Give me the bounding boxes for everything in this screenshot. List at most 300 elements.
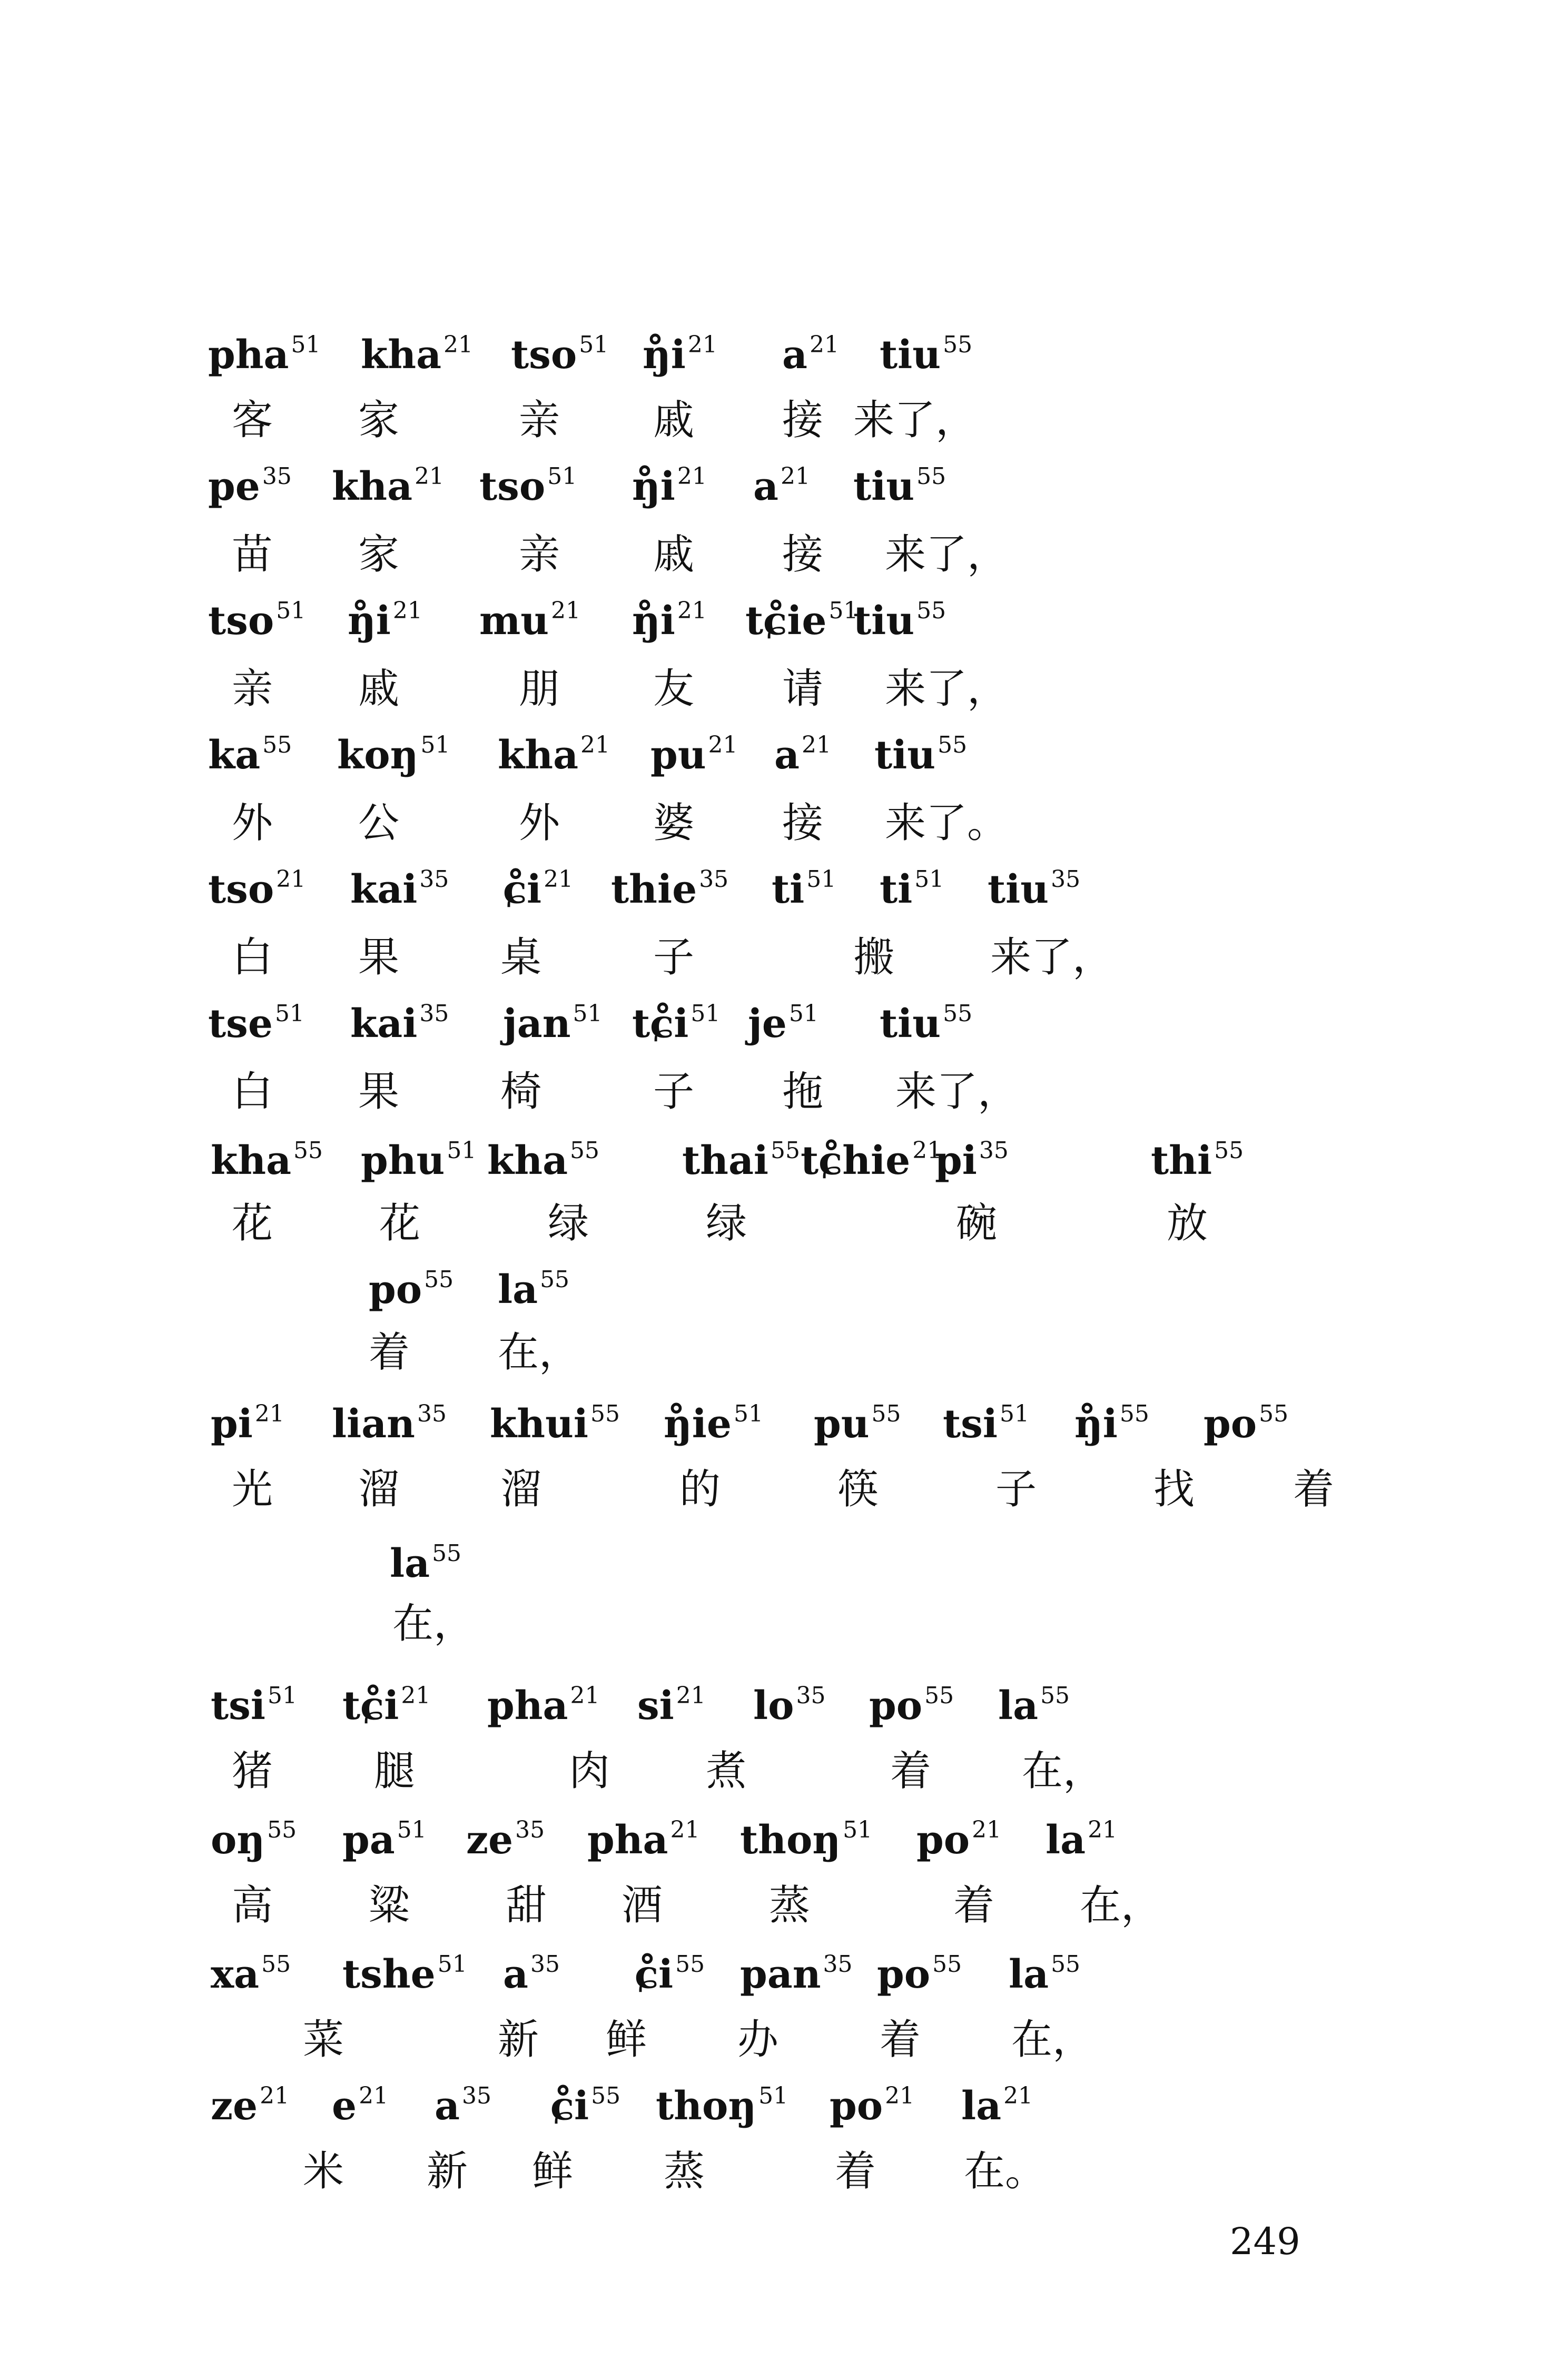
romanized-syllable [435, 2072, 491, 2130]
tone-number: 55 [293, 1137, 323, 1164]
syllable-text: tse [208, 1001, 273, 1046]
romanized-syllable [877, 1941, 962, 1998]
tone-number: 51 [758, 2082, 788, 2109]
tone-number: 21 [580, 732, 610, 758]
chinese-word: 着 [369, 1329, 410, 1376]
chinese-word: 猪 [232, 1747, 273, 1795]
romanized-syllable [348, 587, 422, 645]
syllable-text: kai [350, 1001, 418, 1046]
tone-number: 21 [677, 597, 707, 624]
tone-number: 55 [590, 1400, 620, 1427]
syllable-text: khui [490, 1401, 588, 1447]
syllable-text: ŋ̊i [643, 332, 686, 378]
chinese-word: 高 [232, 1882, 273, 1929]
tone-number: 55 [1119, 1400, 1149, 1427]
tone-number: 51 [397, 1816, 427, 1843]
chinese-word: 煮 [706, 1747, 747, 1795]
chinese-word: 米 [303, 2148, 344, 2195]
romanized-syllable [880, 321, 972, 379]
tone-number: 51 [420, 732, 450, 758]
chinese-word: 婆 [653, 799, 695, 847]
chinese-gloss-line [0, 2014, 1568, 2078]
chinese-word: 外 [519, 799, 560, 847]
romanized-syllable [916, 1806, 1001, 1864]
tone-number: 35 [530, 1951, 560, 1978]
tone-number: 55 [932, 1951, 962, 1978]
romanized-syllable [961, 2072, 1033, 2130]
romanized-syllable [466, 1806, 545, 1864]
tone-number: 55 [591, 2082, 621, 2109]
chinese-word: 来了， [895, 1068, 1019, 1115]
tone-number: 21 [551, 597, 581, 624]
romanized-line [0, 1127, 1568, 1190]
syllable-text: a [753, 464, 778, 509]
chinese-word: 戚 [358, 665, 400, 713]
syllable-text: a [774, 733, 800, 778]
romanized-syllable [342, 1941, 467, 1998]
chinese-word: 接 [782, 397, 824, 444]
romanized-syllable [853, 587, 946, 645]
tone-number: 21 [443, 331, 474, 358]
romanized-syllable [1009, 1941, 1080, 1998]
romanized-line [0, 856, 1568, 919]
romanized-syllable [479, 587, 580, 645]
syllable-text: pu [814, 1401, 870, 1447]
syllable-text: ka [208, 733, 261, 778]
syllable-text: la [1046, 1818, 1086, 1863]
chinese-word: 腿 [374, 1747, 416, 1795]
chinese-word: 着 [1293, 1466, 1335, 1513]
chinese-word: 亲 [519, 397, 560, 444]
chinese-word: 来了， [885, 531, 1009, 578]
romanized-syllable [332, 2072, 388, 2130]
romanized-syllable [682, 1127, 800, 1184]
chinese-word: 来了， [990, 934, 1114, 981]
chinese-word: 在， [1080, 1882, 1162, 1929]
chinese-word: 在， [392, 1600, 475, 1647]
syllable-text: tso [479, 464, 546, 509]
tone-number: 55 [916, 597, 946, 624]
tone-number: 55 [1051, 1951, 1081, 1978]
tone-number: 55 [675, 1951, 705, 1978]
tone-number: 51 [437, 1951, 467, 1978]
chinese-gloss-line [0, 395, 1568, 458]
tone-number: 51 [274, 1000, 304, 1027]
syllable-text: tiu [853, 464, 915, 509]
syllable-text: kai [350, 867, 418, 912]
romanized-syllable [490, 1390, 620, 1448]
tone-number: 55 [943, 1000, 973, 1027]
romanized-syllable [498, 722, 610, 779]
syllable-text: pha [208, 332, 289, 378]
romanized-syllable [211, 1806, 297, 1864]
chinese-word: 请 [782, 665, 824, 713]
chinese-gloss-line [0, 529, 1568, 592]
syllable-text: kha [487, 1138, 568, 1183]
romanized-syllable [332, 453, 444, 510]
syllable-text: pha [487, 1683, 568, 1729]
tone-number: 55 [262, 732, 292, 758]
chinese-word: 在， [1022, 1747, 1104, 1795]
tone-number: 21 [972, 1816, 1002, 1843]
romanized-line [0, 321, 1568, 384]
romanized-syllable [611, 856, 728, 913]
chinese-word: 花 [379, 1200, 421, 1247]
romanized-line [0, 1672, 1568, 1735]
romanized-syllable [511, 321, 608, 379]
chinese-word: 酒 [622, 1882, 663, 1929]
romanized-syllable [498, 1256, 569, 1314]
chinese-word: 在， [1011, 2016, 1094, 2063]
tone-number: 51 [843, 1816, 873, 1843]
chinese-word: 来了， [885, 665, 1009, 713]
tone-number: 55 [432, 1540, 462, 1567]
chinese-word: 放 [1167, 1200, 1208, 1247]
chinese-word: 绿 [706, 1200, 747, 1247]
syllable-text: la [998, 1683, 1039, 1729]
chinese-word: 碗 [956, 1200, 998, 1247]
chinese-word: 果 [358, 1068, 400, 1115]
syllable-text: pe [208, 464, 260, 509]
romanized-syllable [211, 1127, 323, 1184]
tone-number: 21 [676, 1682, 706, 1709]
romanized-syllable [487, 1127, 599, 1184]
syllable-text: jan [503, 1001, 571, 1046]
syllable-text: tiu [853, 598, 915, 644]
chinese-word: 苗 [232, 531, 273, 578]
tone-number: 21 [570, 1682, 600, 1709]
chinese-word: 找 [1153, 1466, 1195, 1513]
tone-number: 51 [447, 1137, 477, 1164]
romanized-syllable [337, 722, 450, 779]
romanized-line [0, 587, 1568, 650]
syllable-text: po [1204, 1401, 1257, 1447]
tone-number: 51 [829, 597, 859, 624]
tone-number: 35 [979, 1137, 1009, 1164]
romanized-syllable [643, 321, 717, 379]
chinese-gloss-line [0, 1198, 1568, 1261]
tone-number: 51 [914, 866, 944, 893]
syllable-text: po [830, 2083, 883, 2129]
romanized-syllable [211, 1672, 297, 1730]
syllable-text: oŋ [211, 1818, 265, 1863]
romanized-syllable [740, 1806, 872, 1864]
chinese-word: 溜 [358, 1466, 400, 1513]
romanized-line [0, 722, 1568, 785]
tone-number: 51 [788, 1000, 818, 1027]
tone-number: 21 [401, 1682, 431, 1709]
romanized-syllable [745, 587, 858, 645]
tone-number: 55 [1040, 1682, 1070, 1709]
syllable-text: a [435, 2083, 460, 2129]
chinese-word: 办 [737, 2016, 779, 2063]
chinese-word: 肉 [569, 1747, 610, 1795]
tone-number: 21 [359, 2082, 389, 2109]
syllable-text: thoŋ [656, 2083, 757, 2129]
tone-number: 21 [254, 1400, 284, 1427]
romanized-syllable [208, 587, 305, 645]
syllable-text: ŋ̊i [632, 598, 675, 644]
tone-number: 35 [1051, 866, 1081, 893]
page-number: 249 [1230, 2220, 1300, 2263]
tone-number: 55 [1214, 1137, 1244, 1164]
tone-number: 21 [276, 866, 306, 893]
romanized-line [0, 1256, 1568, 1319]
chinese-word: 家 [358, 397, 400, 444]
romanized-syllable [650, 722, 738, 779]
romanized-syllable [361, 321, 473, 379]
syllable-text: lo [753, 1683, 794, 1729]
chinese-word: 鲜 [532, 2148, 574, 2195]
tone-number: 21 [780, 463, 810, 490]
romanized-syllable [988, 856, 1080, 913]
chinese-word: 粱 [369, 1882, 410, 1929]
tone-number: 21 [1003, 2082, 1033, 2109]
tone-number: 21 [415, 463, 445, 490]
romanized-syllable [550, 2072, 620, 2130]
syllable-text: thie [611, 867, 697, 912]
romanized-syllable [880, 856, 944, 913]
tone-number: 51 [547, 463, 577, 490]
romanized-syllable [880, 990, 972, 1048]
chinese-word: 菜 [303, 2016, 344, 2063]
romanized-line [0, 1806, 1568, 1870]
syllable-text: tɕ̊i [632, 1001, 689, 1046]
chinese-word: 蒸 [769, 1882, 811, 1929]
chinese-word: 果 [358, 934, 400, 981]
syllable-text: ze [466, 1818, 514, 1863]
syllable-text: tɕ̊ie [745, 598, 827, 644]
chinese-word: 子 [653, 1068, 695, 1115]
tone-number: 35 [823, 1951, 853, 1978]
romanized-syllable [632, 587, 707, 645]
tone-number: 51 [579, 331, 609, 358]
chinese-gloss-line [0, 1746, 1568, 1809]
tone-number: 35 [419, 1000, 449, 1027]
romanized-line [0, 1390, 1568, 1454]
tone-number: 21 [708, 732, 738, 758]
tone-number: 55 [924, 1682, 954, 1709]
syllable-text: po [877, 1952, 931, 1997]
romanized-syllable [503, 856, 573, 913]
syllable-text: tiu [988, 867, 1049, 912]
tone-number: 55 [938, 732, 968, 758]
tone-number: 21 [677, 463, 707, 490]
syllable-text: kha [498, 733, 579, 778]
romanized-syllable [782, 321, 839, 379]
romanized-line [0, 1530, 1568, 1593]
syllable-text: tsi [211, 1683, 265, 1729]
romanized-syllable [943, 1390, 1029, 1448]
syllable-text: thi [1151, 1138, 1212, 1183]
romanized-syllable [1074, 1390, 1149, 1448]
romanized-syllable [208, 722, 292, 779]
romanized-syllable [753, 1672, 825, 1730]
romanized-syllable [503, 990, 603, 1048]
chinese-gloss-line [0, 1598, 1568, 1662]
tone-number: 55 [570, 1137, 600, 1164]
syllable-text: tsi [943, 1401, 998, 1447]
chinese-word: 友 [653, 665, 695, 713]
tone-number: 51 [999, 1400, 1029, 1427]
chinese-word: 亲 [232, 665, 273, 713]
romanized-syllable [748, 990, 818, 1048]
syllable-text: ɕ̊i [503, 867, 542, 912]
tone-number: 21 [809, 331, 839, 358]
chinese-gloss-line [0, 2146, 1568, 2209]
chinese-word: 戚 [653, 531, 695, 578]
syllable-text: tɕ̊i [342, 1683, 399, 1729]
romanized-syllable [350, 990, 449, 1048]
romanized-syllable [801, 1127, 942, 1184]
tone-number: 35 [461, 2082, 491, 2109]
chinese-word: 戚 [653, 397, 695, 444]
chinese-word: 子 [653, 934, 695, 981]
romanized-syllable [664, 1390, 763, 1448]
syllable-text: lian [332, 1401, 415, 1447]
syllable-text: pa [342, 1818, 395, 1863]
syllable-text: koŋ [337, 733, 419, 778]
romanized-syllable [853, 453, 946, 510]
tone-number: 35 [515, 1816, 545, 1843]
syllable-text: la [961, 2083, 1002, 2129]
romanized-syllable [1046, 1806, 1117, 1864]
romanized-syllable [874, 722, 967, 779]
syllable-text: tiu [880, 332, 941, 378]
chinese-word: 筷 [837, 1466, 879, 1513]
syllable-text: xa [211, 1952, 260, 1997]
tone-number: 35 [419, 866, 449, 893]
romanized-syllable [772, 856, 836, 913]
chinese-word: 在。 [964, 2148, 1047, 2195]
chinese-word: 家 [358, 531, 400, 578]
chinese-gloss-line [0, 1464, 1568, 1527]
romanized-syllable [656, 2072, 788, 2130]
syllable-text: ɕ̊i [550, 2083, 589, 2129]
tone-number: 35 [796, 1682, 826, 1709]
syllable-text: tiu [880, 1001, 941, 1046]
syllable-text: po [869, 1683, 923, 1729]
syllable-text: ŋ̊i [1074, 1401, 1118, 1447]
tone-number: 21 [687, 331, 717, 358]
syllable-text: e [332, 2083, 357, 2129]
syllable-text: ti [880, 867, 913, 912]
romanized-syllable [487, 1672, 600, 1730]
romanized-syllable [390, 1530, 461, 1587]
chinese-word: 子 [995, 1466, 1037, 1513]
tone-number: 21 [801, 732, 831, 758]
chinese-word: 鲜 [606, 2016, 647, 2063]
tone-number: 21 [544, 866, 574, 893]
syllable-text: tso [208, 867, 274, 912]
romanized-line [0, 453, 1568, 516]
romanized-syllable [342, 1672, 430, 1730]
romanized-syllable [830, 2072, 914, 2130]
chinese-gloss-line [0, 1066, 1568, 1130]
chinese-word: 溜 [500, 1466, 542, 1513]
syllable-text: kha [332, 464, 413, 509]
romanized-syllable [208, 856, 305, 913]
syllable-text: pi [935, 1138, 977, 1183]
syllable-text: kha [211, 1138, 292, 1183]
tone-number: 51 [691, 1000, 721, 1027]
chinese-gloss-line [0, 1880, 1568, 1943]
romanized-syllable [342, 1806, 427, 1864]
tone-number: 21 [260, 2082, 290, 2109]
chinese-word: 新 [498, 2016, 539, 2063]
syllable-text: thoŋ [740, 1818, 841, 1863]
syllable-text: tɕ̊hie [801, 1138, 911, 1183]
chinese-word: 桌 [500, 934, 542, 981]
chinese-word: 的 [679, 1466, 721, 1513]
chinese-word: 客 [232, 397, 273, 444]
romanized-syllable [587, 1806, 700, 1864]
syllable-text: ti [772, 867, 805, 912]
chinese-word: 着 [835, 2148, 876, 2195]
tone-number: 35 [699, 866, 729, 893]
syllable-text: la [498, 1267, 538, 1312]
tone-number: 55 [424, 1266, 454, 1293]
chinese-gloss-line [0, 1327, 1568, 1390]
romanized-syllable [369, 1256, 453, 1314]
romanized-line [0, 1941, 1568, 2004]
chinese-word: 亲 [519, 531, 560, 578]
chinese-word: 来了， [853, 397, 977, 444]
chinese-word: 着 [890, 1747, 932, 1795]
syllable-text: je [748, 1001, 787, 1046]
chinese-word: 蒸 [664, 2148, 705, 2195]
syllable-text: pan [740, 1952, 821, 1997]
romanized-syllable [753, 453, 810, 510]
syllable-text: kha [361, 332, 442, 378]
tone-number: 55 [540, 1266, 570, 1293]
tone-number: 51 [291, 331, 321, 358]
romanized-line [0, 990, 1568, 1053]
syllable-text: ŋ̊i [348, 598, 391, 644]
syllable-text: ŋ̊i [632, 464, 675, 509]
romanized-syllable [208, 453, 292, 510]
syllable-text: tiu [874, 733, 936, 778]
romanized-syllable [998, 1672, 1070, 1730]
romanized-syllable [740, 1941, 853, 1998]
syllable-text: pi [211, 1401, 253, 1447]
chinese-word: 来了。 [885, 799, 1009, 847]
tone-number: 21 [1088, 1816, 1118, 1843]
syllable-text: la [1009, 1952, 1049, 1997]
chinese-word: 白 [232, 934, 273, 981]
syllable-text: a [782, 332, 807, 378]
chinese-gloss-line [0, 798, 1568, 861]
romanized-syllable [208, 990, 304, 1048]
syllable-text: ze [211, 2083, 258, 2129]
syllable-text: ŋ̊ie [664, 1401, 732, 1447]
tone-number: 21 [670, 1816, 700, 1843]
romanized-syllable [332, 1390, 447, 1448]
tone-number: 35 [262, 463, 292, 490]
syllable-text: pu [650, 733, 706, 778]
chinese-word: 新 [427, 2148, 468, 2195]
romanized-syllable [211, 1941, 291, 1998]
romanized-syllable [632, 453, 707, 510]
syllable-text: ɕ̊i [635, 1952, 674, 1997]
romanized-syllable [632, 990, 720, 1048]
tone-number: 51 [267, 1682, 297, 1709]
syllable-text: tshe [342, 1952, 436, 1997]
tone-number: 55 [916, 463, 946, 490]
syllable-text: la [390, 1541, 430, 1586]
romanized-syllable [637, 1672, 706, 1730]
romanized-syllable [774, 722, 831, 779]
